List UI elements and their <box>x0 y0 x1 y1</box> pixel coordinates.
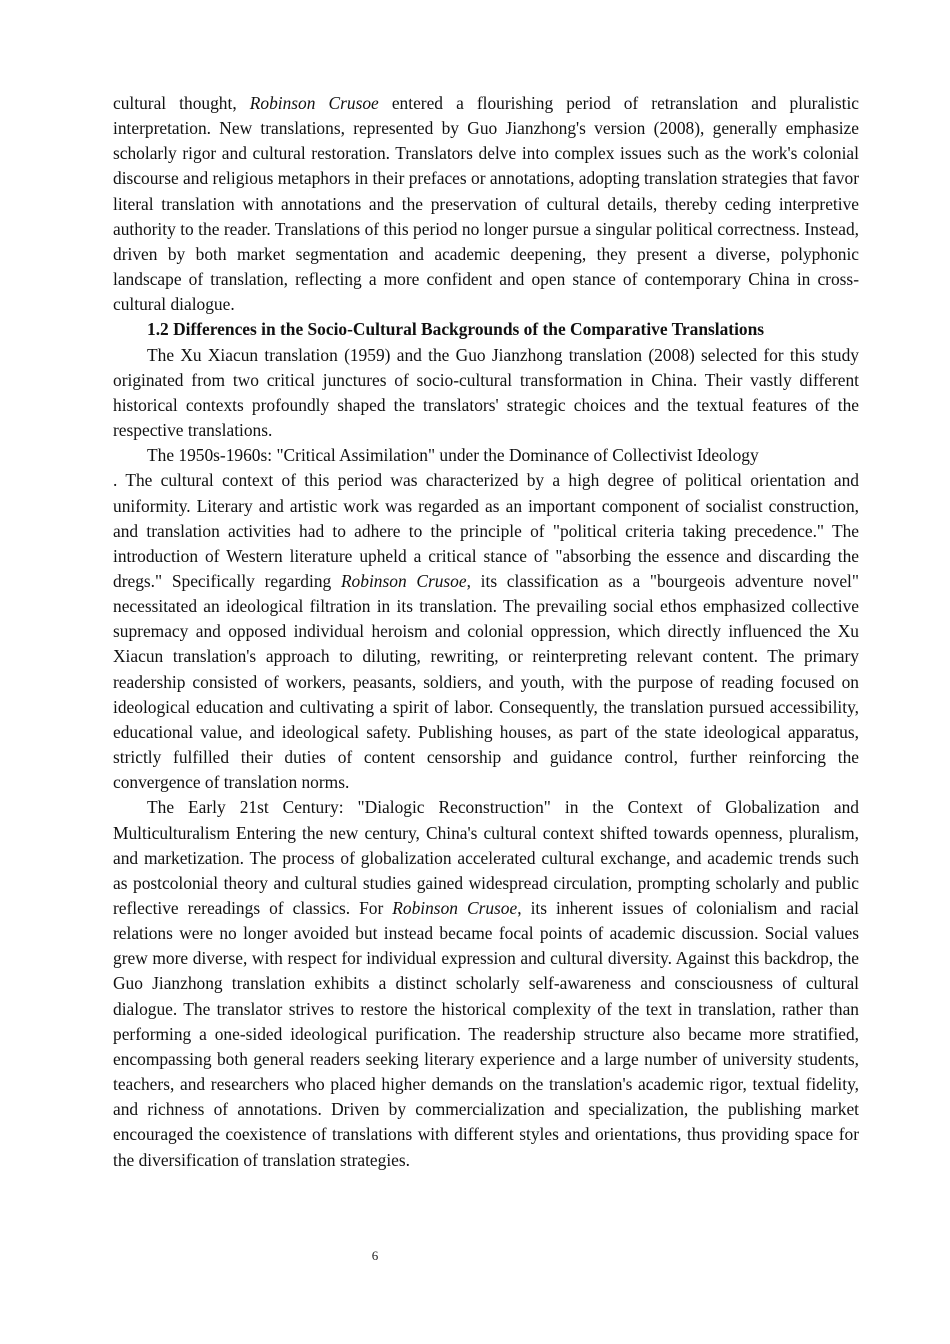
paragraph: The Xu Xiacun translation (1959) and the Guo Jianzhong translation (2008) selected for this study originated from two critical junctures of socio-cultural transformation in China. Their vastly different historical contexts profoundly shaped the translators' strategic choices and the textual features of the respective translations. <box>113 344 859 441</box>
subsection-title: The 1950s-1960s: "Critical Assimilation" under the Dominance of Collectivist Ideology <box>147 445 759 466</box>
body-text <box>113 91 859 1173</box>
book-title: Robinson Crusoe <box>392 898 518 918</box>
paragraph-continuation <box>113 91 859 317</box>
book-title: Robinson Crusoe <box>249 93 379 113</box>
paragraph <box>113 468 859 795</box>
paragraph-text: , its inherent issues of colonialism and racial relations were no longer avoided but instead became focal points of academic discussion. Social values grew more diverse, with respect for individual expression and cultural diversity. Against this backdrop, the Guo Jianzhong translation exhibits a distinct scholarly self-awareness and consciousness of cultural dialogue. The translator strives to restore the historical complexity of the text in translation, rather than performing a one-sided ideological purification. The readership structure also became more stratified, encompassing both general readers seeking literary experience and a large number of university students, teachers, and researchers who placed higher demands on the translation's academic rigor, textual fidelity, and richness of annotations. Driven by commercialization and specialization, the publishing market encouraged the coexistence of translations with different styles and orientations, thus providing space for the diversification of translation strategies. <box>113 898 859 1170</box>
paragraph-text: . The cultural context of this period was characterized by a high degree of political orientation and uniformity. Literary and artistic work was regarded as an important component of socialist construction, and translation activities had to adhere to the principle of "political criteria taking precedence." The introduction of Western literature upheld a critical stance of "absorbing the essence and discarding the dregs." Specifically regarding <box>113 470 859 591</box>
paragraph-text: The Early 21st Century: "Dialogic Reconstruction" in the Context of Globalization and Multiculturalism Entering the new century, China's cultural context shifted towards openness, pluralism, and marketization. The process of globalization accelerated cultural exchange, and academic trends such as postcolonial theory and cultural studies gained widespread circulation, prompting scholarly and public reflective rereadings of classics. For <box>113 797 859 918</box>
paragraph-text: cultural thought, <box>113 93 250 113</box>
paragraph-text: , its classification as a "bourgeois adventure novel" necessitated an ideological filtration in its translation. The prevailing social ethos emphasized collective supremacy and opposed individual heroism and colonial oppression, which directly influenced the Xu Xiacun translation's approach to diluting, rewriting, or reinterpreting relevant content. The primary readership consisted of workers, peasants, soldiers, and youth, with the purpose of reading focused on ideological education and cultivating a spirit of labor. Consequently, the translation pursued accessibility, educational value, and ideological safety. Publishing houses, as part of the state ideological apparatus, strictly fulfilled their duties of content censorship and guidance control, further reinforcing the convergence of translation norms. <box>113 570 859 793</box>
page-number: 6 <box>371 1248 379 1263</box>
paragraph-text: entered a flourishing period of retranslation and pluralistic interpretation. New translations, represented by Guo Jianzhong's version (2008), generally emphasize scholarly rigor and cultural restoration. Translators delve into complex issues such as the work's colonial discourse and religious metaphors in their prefaces or annotations, adopting translation strategies that favor literal translation with annotations and the preservation of cultural details, thereby ceding interpretive authority to the reader. Translations of this period no longer pursue a singular political correctness. Instead, driven by both market segmentation and academic deepening, they present a diverse, polyphonic landscape of translation, reflecting a more confident and open stance of contemporary China in cross-cultural dialogue. <box>113 93 859 315</box>
section-heading: 1.2 Differences in the Socio-Cultural Backgrounds of the Comparative Translations <box>147 319 765 340</box>
paragraph <box>113 795 859 1172</box>
book-title: Robinson Crusoe <box>340 570 467 591</box>
